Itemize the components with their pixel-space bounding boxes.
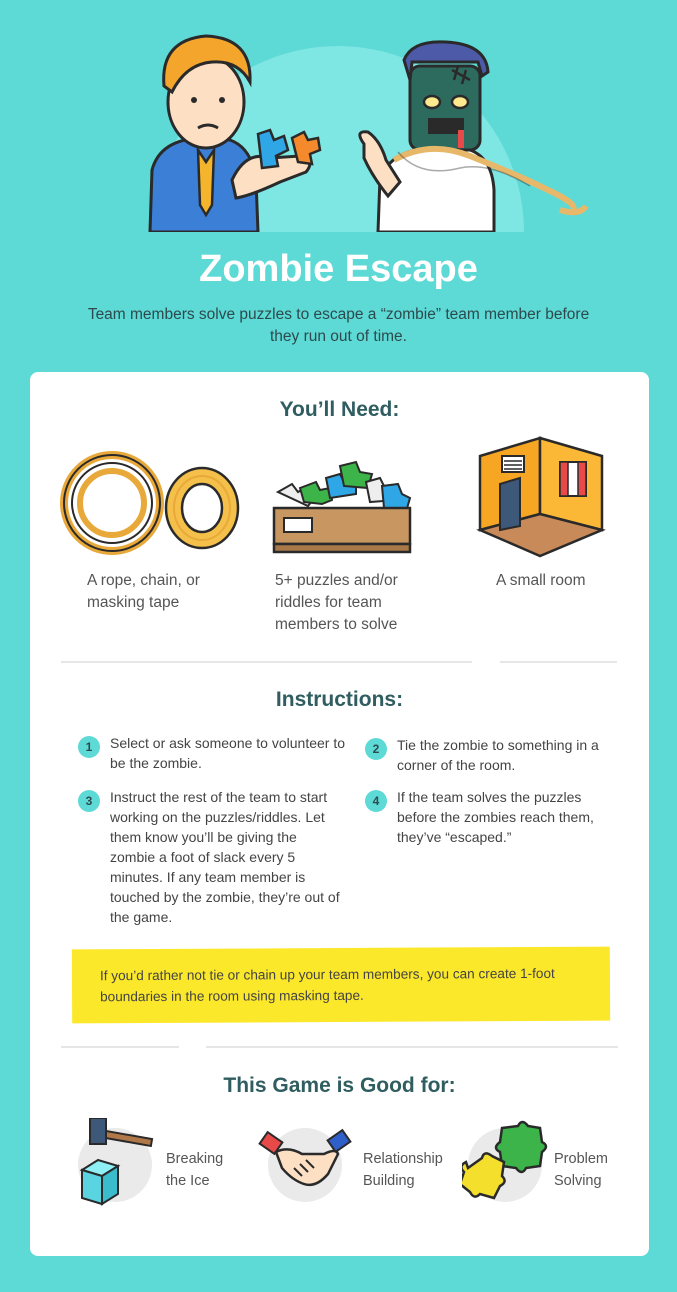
small-room-icon (476, 434, 606, 560)
need-item-room (476, 434, 656, 560)
puzzle-box-icon (270, 448, 420, 558)
tip-note (72, 947, 610, 1024)
needs-title: You’ll Need: (279, 398, 400, 421)
rope-tape-icon (60, 448, 240, 558)
step-text: If the team solves the puzzles before the zombies reach them, they’ve “escaped.” (397, 789, 594, 845)
step-number: 4 (365, 790, 387, 812)
good-for-label-line1: Problem (554, 1151, 608, 1167)
need-label-room: A small room (496, 572, 586, 589)
good-for-label-line2: Building (363, 1173, 415, 1189)
good-for-relationship (262, 1124, 462, 1204)
hero-illustration (0, 0, 677, 232)
good-for-ice-breaking (74, 1124, 254, 1204)
ice-hammer-icon (74, 1118, 158, 1210)
good-for-label-line2: the Ice (166, 1173, 210, 1189)
step-text: Instruct the rest of the team to start working on the puzzles/riddles. Let them know you’ll be giving the zombie a foot of slack every 5 minutes. If any team member is touched by the zombie, they’re out of the game. (110, 789, 340, 925)
step-number: 3 (78, 790, 100, 812)
step-number: 1 (78, 736, 100, 758)
good-for-problem-solving (462, 1124, 642, 1204)
section-divider (61, 1046, 179, 1048)
section-divider (206, 1046, 618, 1048)
handshake-icon (258, 1124, 354, 1204)
content-card (30, 372, 649, 1256)
good-for-label-line1: Relationship (363, 1151, 443, 1167)
section-divider (61, 661, 472, 663)
section-divider (500, 661, 617, 663)
page-subtitle: Team members solve puzzles to escape a “zombie” team member before they run out of time. (87, 306, 590, 345)
instructions-title: Instructions: (275, 688, 404, 711)
good-for-label-line2: Solving (554, 1173, 602, 1189)
page-title: Zombie Escape (199, 248, 478, 290)
good-for-title: This Game is Good for: (223, 1074, 456, 1097)
puzzle-pieces-icon (462, 1120, 548, 1208)
tip-note-text: If you’d rather not tie or chain up your team members, you can create 1-foot boundaries in the room using masking tape. (99, 965, 555, 1005)
need-item-puzzles (270, 448, 450, 558)
good-for-label-line1: Breaking (166, 1151, 224, 1167)
need-item-rope (60, 448, 240, 558)
step-text: Tie the zombie to something in a corner of the room. (397, 737, 599, 773)
step-text: Select or ask someone to volunteer to be the zombie. (110, 735, 346, 771)
need-label-puzzles: 5+ puzzles and/or riddles for team members to solve (275, 572, 398, 633)
step-number: 2 (365, 738, 387, 760)
need-label-rope: A rope, chain, or masking tape (87, 572, 200, 611)
